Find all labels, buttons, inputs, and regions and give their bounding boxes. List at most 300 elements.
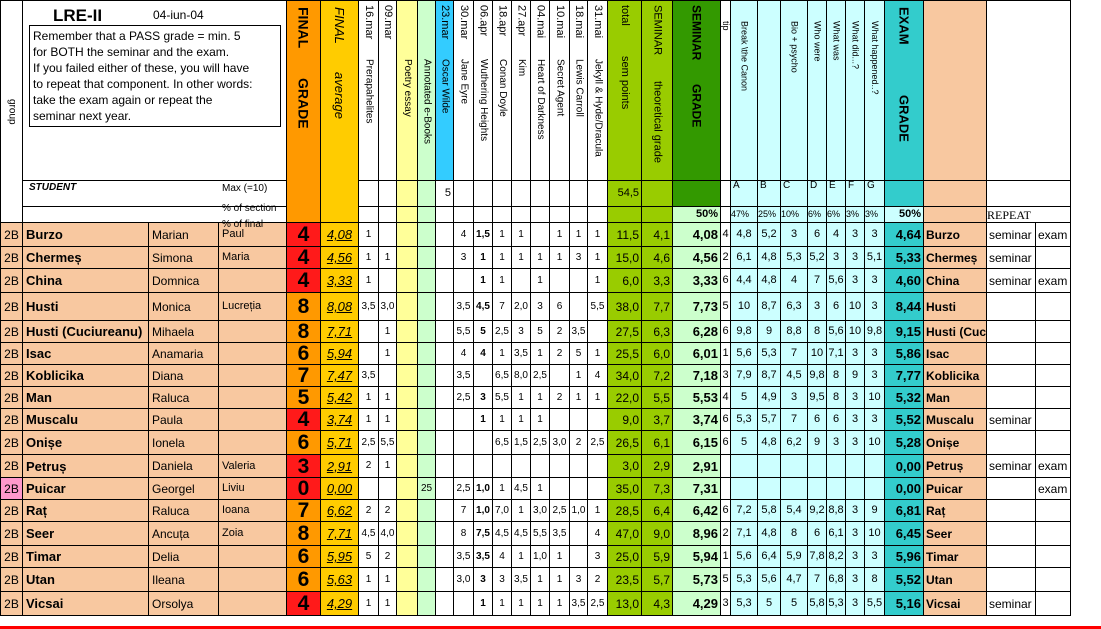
exam-score-cell: 3 [846,343,865,365]
exam-score-cell: 9 [846,365,865,387]
total-points-cell: 22,0 [608,387,642,409]
exam-score-cell: 10 [865,431,885,455]
final-average-cell: 3,33 [321,269,359,293]
exam-name-header [924,1,987,181]
exam-score-cell: 5,9 [781,546,808,568]
repeat-seminar-cell [987,387,1036,409]
task-max-8 [512,181,531,207]
task-score-cell: 1 [512,247,531,269]
exam-score-cell: 3 [721,592,731,616]
student-row [1,431,1071,455]
exam-score-cell: 5 [758,592,781,616]
student-row [1,293,1071,321]
task-score-cell: 1 [531,269,550,293]
total-points-cell: 9,0 [608,409,642,431]
exam-score-cell: 5,5 [865,592,885,616]
task-score-cell: 5,5 [531,522,550,546]
seminar-pct: 50% [673,207,721,223]
exam-score-cell: 5,6 [827,321,846,343]
task-score-cell: 1 [359,387,379,409]
exam-score-cell: 5,3 [758,343,781,365]
total-points-cell: 27,5 [608,321,642,343]
first-name-cell: Daniela [149,455,219,478]
exam-score-cell: 5,1 [865,247,885,269]
task-score-cell: 1 [570,365,588,387]
task-score-cell: 1,5 [474,223,493,247]
group-cell: 2B [1,269,23,293]
task-score-cell: 4,5 [359,522,379,546]
exam-name-cell: Seer [924,522,987,546]
exam-item-header-5: What was [827,1,846,181]
task-score-cell: 2,5 [493,321,512,343]
final-grade-cell: 8 [287,321,321,343]
exam-score-cell: 6 [721,409,731,431]
repeat-exam-cell [1036,247,1071,269]
exam-name-cell: Timar [924,546,987,568]
exam-grade-cell: 5,96 [885,546,924,568]
exam-score-cell: 5 [721,568,731,592]
group-cell: 2B [1,343,23,365]
task-score-cell [531,223,550,247]
exam-score-cell: 10 [865,387,885,409]
exam-grade-header: EXAM GRADE [885,1,924,181]
repeat-seminar-cell [987,522,1036,546]
repeat-seminar-cell: seminar [987,592,1036,616]
task-score-cell [418,546,436,568]
task-score-cell: 1 [512,546,531,568]
repeat-exam-cell: exam [1036,455,1071,478]
task-score-cell [588,321,608,343]
exam-score-cell [781,455,808,478]
student-row [1,568,1071,592]
exam-name-cell: Husti [924,293,987,321]
exam-item-pct-7: 3% [865,207,885,223]
exam-score-cell: 5,3 [827,592,846,616]
task-score-cell [550,269,570,293]
middle-name-cell: Valeria [219,455,287,478]
task-max-12 [588,181,608,207]
task-score-cell: 4 [454,343,474,365]
exam-item-letter-3: C [781,181,808,207]
repeat-exam-cell [1036,321,1071,343]
task-score-cell [436,500,454,522]
exam-name-cell: Onișe [924,431,987,455]
surname-cell: Puicar [23,478,149,500]
task-score-cell [418,500,436,522]
task-max-11 [570,181,588,207]
exam-score-cell: 6,8 [827,568,846,592]
task-score-cell [418,431,436,455]
task-score-cell [493,455,512,478]
task-score-cell: 3,5 [512,568,531,592]
exam-score-cell: 3 [865,269,885,293]
repeat-seminar-cell: seminar [987,269,1036,293]
repeat-seminar-cell [987,343,1036,365]
surname-cell: Raț [23,500,149,522]
student-row [1,247,1071,269]
exam-score-cell: 3 [827,247,846,269]
task-score-cell [379,478,397,500]
repeat-exam-cell: exam [1036,223,1071,247]
exam-score-cell: 4 [781,269,808,293]
task-score-cell: 4,5 [493,522,512,546]
exam-score-cell: 9,8 [865,321,885,343]
task-score-cell [454,409,474,431]
exam-score-cell: 3 [827,431,846,455]
task-score-cell [418,409,436,431]
exam-score-cell: 7 [808,269,827,293]
task-score-cell: 4,5 [512,522,531,546]
exam-score-cell: 5,2 [758,223,781,247]
repeat-exam-cell [1036,387,1071,409]
middle-name-cell [219,343,287,365]
group-cell: 2B [1,321,23,343]
task-score-cell: 7 [493,293,512,321]
task-score-cell [570,269,588,293]
exam-score-cell [808,478,827,500]
task-score-cell: 6,5 [493,365,512,387]
total-max: 54,5 [608,181,642,207]
task-score-cell: 1 [493,478,512,500]
exam-score-cell: 3 [865,343,885,365]
task-score-cell: 5 [474,321,493,343]
exam-score-cell: 8 [781,522,808,546]
exam-score-cell: 8 [808,321,827,343]
final-average-cell: 8,08 [321,293,359,321]
middle-name-cell [219,321,287,343]
exam-name-cell: Burzo [924,223,987,247]
theoretical-grade-cell: 5,5 [642,387,673,409]
exam-grade-cell: 5,33 [885,247,924,269]
task-score-cell: 1 [588,269,608,293]
task-score-cell [397,343,418,365]
task-score-cell [397,546,418,568]
task-score-cell: 1 [588,387,608,409]
task-score-cell: 2 [359,455,379,478]
middle-name-cell: Lucreția [219,293,287,321]
exam-score-cell: 9,2 [808,500,827,522]
task-header-12: 31.mai Jekyll & Hyde/Dracula [588,1,608,181]
first-name-cell: Ionela [149,431,219,455]
repeat-seminar-cell [987,321,1036,343]
final-average-cell: 5,63 [321,568,359,592]
exam-grade-cell: 4,64 [885,223,924,247]
exam-score-cell [865,478,885,500]
task-score-cell: 2,0 [512,293,531,321]
group-cell: 2B [1,546,23,568]
task-score-cell: 2 [550,321,570,343]
exam-score-cell [846,455,865,478]
exam-score-cell: 5 [731,387,758,409]
exam-score-cell: 6,1 [827,522,846,546]
task-score-cell: 1 [570,223,588,247]
task-score-cell: 1 [379,343,397,365]
task-score-cell [570,455,588,478]
group-cell: 2B [1,293,23,321]
group-cell: 2B [1,455,23,478]
final-average-cell: 5,42 [321,387,359,409]
task-score-cell [570,409,588,431]
theoretical-grade-cell: 6,0 [642,343,673,365]
final-average-cell: 5,95 [321,546,359,568]
middle-name-cell [219,431,287,455]
task-score-cell: 3,5 [474,546,493,568]
task-score-cell: 1 [512,387,531,409]
task-score-cell: 2 [588,568,608,592]
task-score-cell: 1,0 [474,500,493,522]
task-score-cell [436,568,454,592]
max-label: Max (=10) [222,183,268,194]
task-score-cell [570,522,588,546]
task-score-cell: 2 [550,343,570,365]
task-score-cell [436,223,454,247]
first-name-cell: Anamaria [149,343,219,365]
seminar-grade-cell: 7,18 [673,365,721,387]
task-score-cell [436,478,454,500]
exam-score-cell: 10 [865,522,885,546]
task-score-cell [418,343,436,365]
exam-score-cell [865,455,885,478]
task-max-1 [379,181,397,207]
task-score-cell: 2,5 [531,365,550,387]
exam-score-cell: 9,5 [808,387,827,409]
final-average-cell: 5,71 [321,431,359,455]
seminar-grade-cell: 6,28 [673,321,721,343]
exam-grade-cell: 6,81 [885,500,924,522]
theoretical-grade-cell: 7,7 [642,293,673,321]
exam-score-cell: 6,2 [781,431,808,455]
task-score-cell [436,269,454,293]
task-score-cell [436,321,454,343]
theoretical-grade-header: SEMINAR theoretical grade [642,1,673,181]
task-score-cell [397,223,418,247]
group-cell: 2B [1,223,23,247]
middle-name-cell [219,568,287,592]
task-score-cell [379,365,397,387]
task-score-cell: 3,5 [550,522,570,546]
first-name-cell: Mihaela [149,321,219,343]
exam-score-cell: 5,6 [827,269,846,293]
seminar-grade-cell: 5,94 [673,546,721,568]
exam-score-cell: 7 [781,409,808,431]
surname-cell: Isac [23,343,149,365]
exam-score-cell: 7,9 [731,365,758,387]
exam-grade-cell: 8,44 [885,293,924,321]
theoretical-grade-cell: 3,3 [642,269,673,293]
final-grade-cell: 5 [287,387,321,409]
first-name-cell: Georgel [149,478,219,500]
task-score-cell: 2,5 [588,431,608,455]
task-score-cell [436,365,454,387]
exam-item-header-0: tip [721,1,731,181]
task-score-cell [418,223,436,247]
theoretical-grade-cell: 6,3 [642,321,673,343]
task-score-cell: 7,5 [474,522,493,546]
final-average-cell: 7,71 [321,321,359,343]
task-score-cell [397,478,418,500]
seminar-grade-cell: 7,31 [673,478,721,500]
task-score-cell: 4,5 [512,478,531,500]
task-score-cell: 3,5 [454,365,474,387]
task-score-cell [550,478,570,500]
task-score-cell: 1 [474,247,493,269]
exam-score-cell: 3 [865,223,885,247]
exam-pct: 50% [885,207,924,223]
task-score-cell: 3,0 [454,568,474,592]
exam-score-cell: 4,8 [731,223,758,247]
task-max-6 [474,181,493,207]
task-score-cell: 5 [359,546,379,568]
exam-item-pct-3: 10% [781,207,808,223]
exam-score-cell: 2 [721,522,731,546]
final-average-cell: 6,62 [321,500,359,522]
task-score-cell [397,365,418,387]
total-points-cell: 28,5 [608,500,642,522]
task-score-cell: 7,0 [493,500,512,522]
task-score-cell [397,522,418,546]
task-score-cell: 1 [359,247,379,269]
task-score-cell [397,387,418,409]
exam-grade-cell: 4,60 [885,269,924,293]
exam-name-cell: Man [924,387,987,409]
exam-grade-cell: 5,32 [885,387,924,409]
task-score-cell: 3,0 [550,431,570,455]
exam-score-cell: 3 [846,223,865,247]
final-grade-cell: 6 [287,546,321,568]
task-score-cell: 7 [454,500,474,522]
first-name-cell: Ancuța [149,522,219,546]
middle-name-cell: Paul [219,223,287,247]
exam-name-cell: China [924,269,987,293]
task-score-cell: 3,0 [379,293,397,321]
exam-grade-cell: 0,00 [885,455,924,478]
surname-cell: Koblicika [23,365,149,387]
surname-cell: Muscalu [23,409,149,431]
repeat-exam-cell [1036,431,1071,455]
repeat-exam-cell [1036,568,1071,592]
exam-score-cell [731,455,758,478]
task-score-cell [570,546,588,568]
theoretical-grade-cell: 4,1 [642,223,673,247]
task-score-cell [418,269,436,293]
task-score-cell [418,455,436,478]
task-score-cell: 4,0 [379,522,397,546]
task-max-7 [493,181,512,207]
task-score-cell: 1 [359,592,379,616]
exam-item-letter-1: A [731,181,758,207]
theoretical-grade-cell: 4,6 [642,247,673,269]
task-score-cell: 6 [550,293,570,321]
task-max-0 [359,181,379,207]
final-grade-cell: 0 [287,478,321,500]
final-grade-header: FINAL GRADE [287,1,321,223]
task-score-cell: 4 [474,343,493,365]
task-max-3 [418,181,436,207]
final-grade-cell: 4 [287,223,321,247]
task-score-cell: 3,5 [454,546,474,568]
surname-cell: Utan [23,568,149,592]
first-name-cell: Paula [149,409,219,431]
exam-score-cell: 8 [827,387,846,409]
total-points-cell: 23,5 [608,568,642,592]
exam-score-cell: 7 [808,568,827,592]
repeat-seminar-cell: seminar [987,223,1036,247]
task-score-cell: 3,5 [454,293,474,321]
exam-score-cell: 3 [846,409,865,431]
seminar-grade-cell: 3,33 [673,269,721,293]
task-score-cell: 1 [379,568,397,592]
task-score-cell: 1 [493,592,512,616]
exam-score-cell: 3 [781,223,808,247]
final-grade-cell: 7 [287,500,321,522]
exam-score-cell: 5,4 [781,500,808,522]
task-score-cell [359,343,379,365]
task-header-11: 18.mai Lewis Carroll [570,1,588,181]
group-cell: 2B [1,522,23,546]
task-score-cell: 1 [359,568,379,592]
task-score-cell: 3 [454,247,474,269]
exam-score-cell: 3 [846,431,865,455]
total-points-cell: 11,5 [608,223,642,247]
exam-score-cell: 6 [808,522,827,546]
exam-score-cell: 6 [721,500,731,522]
seminar-grade-cell: 3,74 [673,409,721,431]
theoretical-grade-cell: 6,4 [642,500,673,522]
exam-score-cell: 7,8 [808,546,827,568]
student-row [1,592,1071,616]
task-header-3: Annotated e-Books [418,1,436,181]
task-header-7: 18.apr Conan Doyle [493,1,512,181]
exam-score-cell: 5,8 [758,500,781,522]
first-name-cell: Simona [149,247,219,269]
exam-item-header-7: What happened..? [865,1,885,181]
final-grade-cell: 4 [287,409,321,431]
final-grade-cell: 4 [287,247,321,269]
final-grade-cell: 7 [287,365,321,387]
task-score-cell [436,409,454,431]
final-average-cell: 0,00 [321,478,359,500]
task-header-10: 10.mai Secret Agent [550,1,570,181]
exam-score-cell: 6 [808,223,827,247]
task-score-cell: 1 [531,387,550,409]
task-score-cell [359,478,379,500]
exam-score-cell: 6 [721,431,731,455]
task-score-cell: 2,5 [454,387,474,409]
middle-name-cell [219,592,287,616]
task-header-2: Poetry essay [397,1,418,181]
final-average-header: FINAL average [321,1,359,223]
task-score-cell [531,455,550,478]
exam-score-cell: 5,6 [731,343,758,365]
task-score-cell: 5,5 [588,293,608,321]
task-score-cell: 1 [550,546,570,568]
student-row [1,321,1071,343]
exam-score-cell: 4,8 [758,269,781,293]
task-score-cell: 1,0 [570,500,588,522]
exam-name-cell: Utan [924,568,987,592]
exam-score-cell: 3 [865,293,885,321]
task-score-cell [454,455,474,478]
final-average-cell: 4,08 [321,223,359,247]
task-score-cell [588,455,608,478]
task-score-cell: 2 [379,500,397,522]
task-score-cell [588,478,608,500]
task-score-cell: 5,5 [379,431,397,455]
exam-grade-cell: 0,00 [885,478,924,500]
total-points-cell: 35,0 [608,478,642,500]
task-score-cell: 4 [454,223,474,247]
task-score-cell [454,431,474,455]
